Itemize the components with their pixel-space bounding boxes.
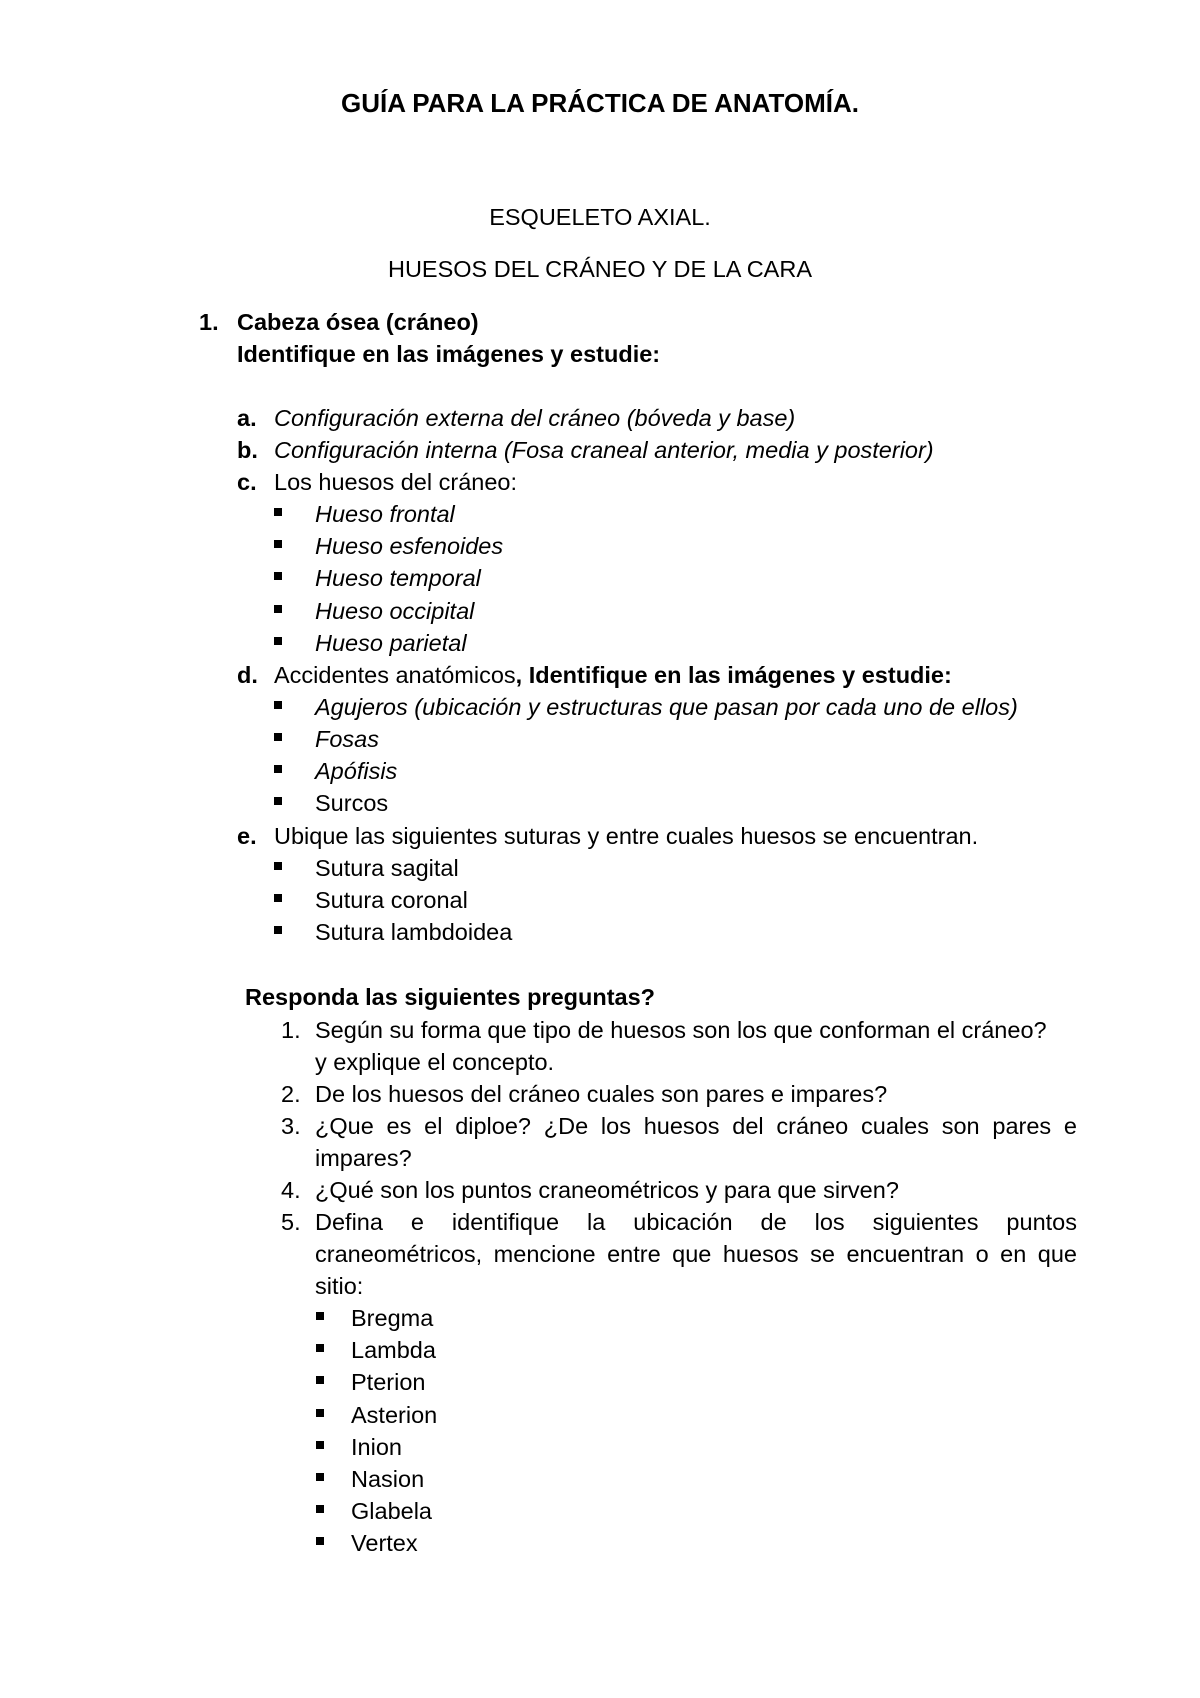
bullet-square (274, 733, 282, 741)
landmark-item: Fosas (315, 726, 379, 752)
question-text: De los huesos del cráneo cuales son pares e impares? (315, 1081, 888, 1107)
bullet-square (274, 540, 282, 548)
point-item: Inion (351, 1434, 402, 1460)
item-marker-e: e. (237, 823, 257, 849)
point-item: Asterion (351, 1402, 438, 1428)
bullet-square (274, 637, 282, 645)
item-d-text (274, 660, 952, 690)
subtitle-axial: ESQUELETO AXIAL. (489, 204, 711, 230)
question-marker: 4. (281, 1177, 301, 1203)
landmark-item: Surcos (315, 790, 389, 816)
question-text: impares? (315, 1145, 412, 1171)
bullet-square (274, 862, 282, 870)
bullet-square (274, 605, 282, 613)
bullet-square (316, 1376, 324, 1384)
question-marker: 3. (281, 1113, 301, 1139)
section-heading: Cabeza ósea (cráneo) (237, 309, 479, 335)
suture-item: Sutura lambdoidea (315, 919, 513, 945)
item-d-bold: , Identifique en las imágenes y estudie: (515, 662, 952, 688)
bullet-square (274, 701, 282, 709)
bullet-square (274, 926, 282, 934)
question-text: ¿Que es el diploe? ¿De los huesos del cráneo cuales son pares e (315, 1113, 1077, 1139)
landmark-item: Agujeros (ubicación y estructuras que pasan por cada uno de ellos) (315, 694, 1018, 720)
landmark-item: Apófisis (315, 758, 398, 784)
bullet-square (316, 1312, 324, 1320)
bullet-square (316, 1441, 324, 1449)
suture-item: Sutura coronal (315, 887, 468, 913)
question-marker: 1. (281, 1017, 301, 1043)
question-text: Defina e identifique la ubicación de los siguientes puntos (315, 1209, 1077, 1235)
item-marker-c: c. (237, 469, 257, 495)
section-number: 1. (199, 309, 219, 335)
document-title: GUÍA PARA LA PRÁCTICA DE ANATOMÍA. (340, 88, 860, 118)
item-c-text: Los huesos del cráneo: (274, 469, 517, 495)
questions-heading: Responda las siguientes preguntas? (245, 984, 656, 1010)
point-item: Nasion (351, 1466, 425, 1492)
bone-item: Hueso esfenoides (315, 533, 504, 559)
question-text: craneométricos, mencione entre que huesos se encuentran o en que (315, 1241, 1077, 1267)
bullet-square (274, 508, 282, 516)
bullet-square (274, 797, 282, 805)
bullet-square (274, 894, 282, 902)
item-marker-a: a. (237, 405, 257, 431)
question-text: y explique el concepto. (315, 1049, 555, 1075)
bullet-square (316, 1473, 324, 1481)
question-text: ¿Qué son los puntos craneométricos y para que sirven? (315, 1177, 899, 1203)
point-item: Pterion (351, 1369, 426, 1395)
bullet-square (316, 1344, 324, 1352)
bullet-square (316, 1409, 324, 1417)
bone-item: Hueso occipital (315, 598, 475, 624)
point-item: Bregma (351, 1305, 434, 1331)
bullet-square (274, 765, 282, 773)
question-text: Según su forma que tipo de huesos son los que conforman el cráneo? (315, 1017, 1047, 1043)
bone-item: Hueso frontal (315, 501, 455, 527)
item-e-text: Ubique las siguientes suturas y entre cuales huesos se encuentran. (274, 823, 979, 849)
point-item: Lambda (351, 1337, 436, 1363)
point-item: Glabela (351, 1498, 432, 1524)
point-item: Vertex (351, 1530, 418, 1556)
item-marker-b: b. (237, 437, 258, 463)
bone-item: Hueso temporal (315, 565, 481, 591)
question-marker: 2. (281, 1081, 301, 1107)
bullet-square (274, 572, 282, 580)
item-b-text: Configuración interna (Fosa craneal anterior, media y posterior) (274, 437, 934, 463)
item-a-text: Configuración externa del cráneo (bóveda y base) (274, 405, 796, 431)
bullet-square (316, 1505, 324, 1513)
bone-item: Hueso parietal (315, 630, 467, 656)
item-marker-d: d. (237, 662, 258, 688)
section-instruction: Identifique en las imágenes y estudie: (237, 341, 661, 367)
item-d-plain: Accidentes anatómicos (274, 662, 516, 688)
bullet-square (316, 1537, 324, 1545)
suture-item: Sutura sagital (315, 855, 459, 881)
question-marker: 5. (281, 1209, 301, 1235)
question-text: sitio: (315, 1273, 364, 1299)
subtitle-bones: HUESOS DEL CRÁNEO Y DE LA CARA (387, 256, 812, 282)
